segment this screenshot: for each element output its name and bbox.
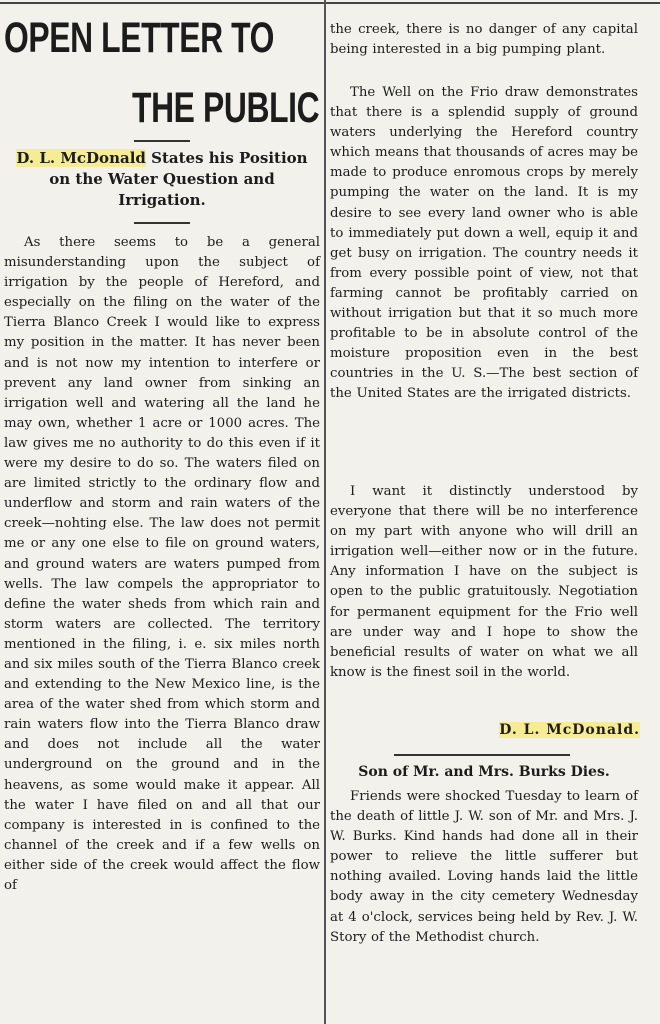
article-signature: D. L. McDonald.: [499, 722, 640, 738]
article-paragraph-understood: I want it distinctly understood by everyone that there will be no interference on my part with anyone who will drill an irrigation well—either now or in the future. Any information I have on the subject is open to the public gratuitously. Negotiation for permanent equipment for the Frio well are under way and I hope to show the beneficial results of water on what we all know is the finest soil in the world.: [330, 484, 638, 680]
top-border-rule: [0, 2, 660, 4]
article-paragraph-left: As there seems to be a general misunderstanding upon the subject of irrigation by the people of Hereford, and especially on the filing on the water of the Tierra Blanco Creek I would like to express my position in the matter. It has never been and is not now my intention to interfere or prevent any land owner from sinking an irrigation well and watering all the land he may own, whether 1 acre or 1000 acres. The law gives me no authority to do this even if it were my desire to do so. The waters filed on are limited strictly to the ordinary flow and underflow and storm and rain waters of the creek—nohting else. The law does not permit me or any one else to file on ground waters, and ground waters are waters pumped from wells. The law compels the appropriator to define the water sheds from which rain and storm waters are collected. The territory mentioned in the filing, i. e. six miles north and six miles south of the Tierra Blanco creek and extending to the New Mexico line, is the area of the water shed from which storm and rain waters flow into the Tierra Blanco draw and does not include all the water underground on the ground and in the heavens, as some would make it appear. All the water I have filed on and all that our company is interested in is confined to the channel of the creek and if a few wells on either side of the creek would affect the flow of: [4, 235, 320, 893]
headline-line-1: OPEN LETTER TO: [4, 14, 275, 62]
section-rule: [394, 754, 570, 756]
headline-line-2: THE PUBLIC: [132, 84, 320, 132]
column-divider: [324, 0, 326, 1024]
notice-paragraph: Friends were shocked Tuesday to learn of the death of little J. W. son of Mr. and Mrs. J. W. Burks. Kind hands had done all in their power to relieve the little sufferer but nothing availed. Loving hands laid the little body away in the city cemetery Wednesday at 4 o'clock, services being held by Rev. J. W. Story of the Methodist church.: [330, 789, 638, 945]
article-paragraph-continued: the creek, there is no danger of any capital being interested in a big pumping plant.: [330, 22, 638, 58]
article-deck: [4, 148, 320, 211]
deck-rule: [134, 222, 190, 224]
deck-author-name: D. L. McDonald: [16, 149, 146, 167]
deck-subtitle: States his Position on the Water Question and Irrigation.: [49, 149, 308, 209]
notice-headline: Son of Mr. and Mrs. Burks Dies.: [358, 764, 610, 780]
headline-rule: [134, 140, 190, 142]
article-paragraph-frio-well: The Well on the Frio draw demonstrates that there is a splendid supply of ground waters underlying the Hereford country which means that thousands of acres may be made to produce enromous crops by merely pumping the water on the land. It is my desire to see every land owner who is able to immediately put down a well, equip it and get busy on irrigation. The country needs it from every possible point of view, not that farming cannot be profitably carried on without irrigation but that it so much more profitable to be in absolute control of the moisture proposition even in the best countries in the U. S.—The best section of the United States are the irrigated districts.: [330, 85, 638, 402]
